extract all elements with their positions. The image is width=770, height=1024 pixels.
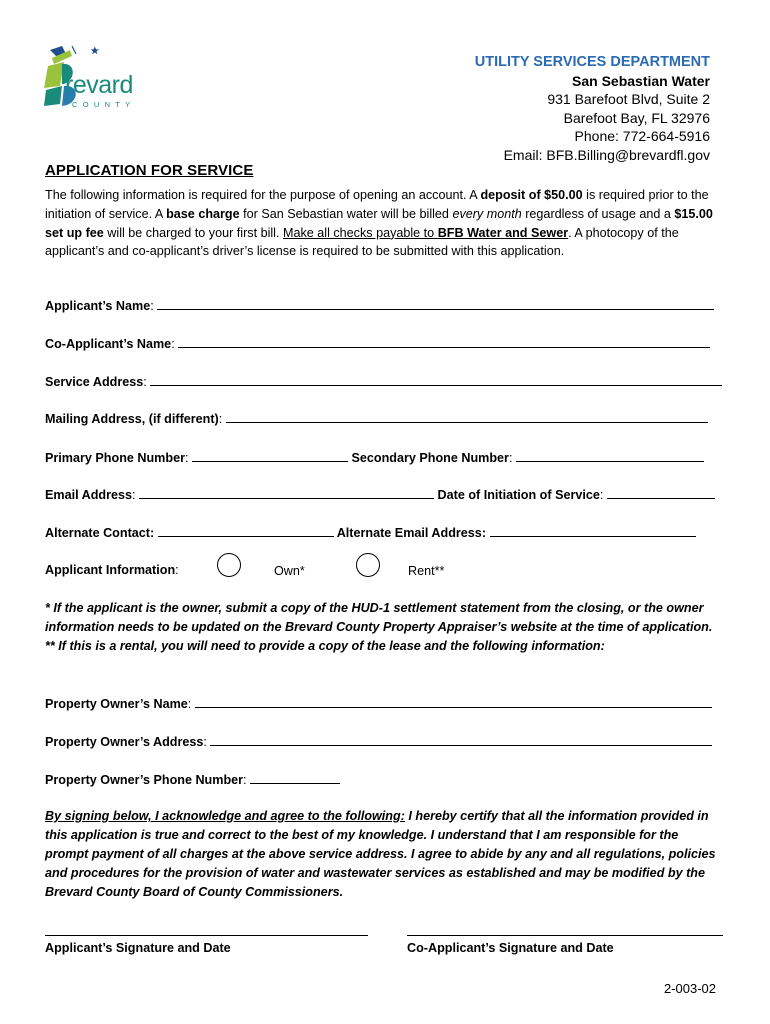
property-owner-address-label: Property Owner’s Address bbox=[45, 735, 204, 749]
email-address-field[interactable] bbox=[139, 487, 434, 499]
logo-wordmark: revard bbox=[65, 71, 133, 99]
email-line: Email: BFB.Billing@brevardfl.gov bbox=[503, 146, 710, 163]
mailing-address-label: Mailing Address, (if different) bbox=[45, 412, 219, 426]
page-title: APPLICATION FOR SERVICE bbox=[45, 162, 254, 179]
alternate-contact-row bbox=[45, 525, 696, 540]
primary-phone-field[interactable] bbox=[192, 450, 348, 462]
property-owner-phone-row: Property Owner’s Phone Number: bbox=[45, 772, 340, 787]
primary-phone-label: Primary Phone Number bbox=[45, 451, 185, 465]
property-owner-name-label: Property Owner’s Name bbox=[45, 697, 188, 711]
applicant-name-row: Applicant’s Name: bbox=[45, 298, 714, 313]
intro-text: The following information is required for the purpose of opening an account. A bbox=[45, 188, 481, 202]
address-line-1: 931 Barefoot Blvd, Suite 2 bbox=[547, 91, 710, 107]
mailing-address-row: Mailing Address, (if different): bbox=[45, 411, 708, 426]
alternate-email-field[interactable] bbox=[490, 525, 696, 537]
certification-lead: By signing below, I acknowledge and agree to the following: bbox=[45, 809, 405, 823]
co-applicant-signature-line[interactable] bbox=[407, 935, 723, 936]
intro-every-month: every month bbox=[452, 206, 522, 221]
notes-block bbox=[45, 599, 725, 656]
brevard-county-logo bbox=[42, 44, 160, 112]
own-label: Own* bbox=[274, 564, 305, 578]
property-owner-name-field[interactable] bbox=[195, 696, 712, 708]
mailing-address-field[interactable] bbox=[226, 411, 708, 423]
department-name: UTILITY SERVICES DEPARTMENT bbox=[474, 54, 710, 70]
property-owner-address-field[interactable] bbox=[210, 734, 712, 746]
department-header bbox=[475, 53, 710, 164]
intro-setup-fee: $15.00 set up fee bbox=[45, 206, 713, 240]
co-applicant-name-row: Co-Applicant’s Name: bbox=[45, 336, 710, 351]
intro-text: is required prior to the initiation of service. A bbox=[45, 188, 709, 221]
alternate-contact-label: Alternate Contact: bbox=[45, 526, 155, 540]
applicant-signature-line[interactable] bbox=[45, 935, 368, 936]
rent-label: Rent** bbox=[408, 564, 445, 578]
alternate-email-label: Alternate Email Address: bbox=[336, 526, 487, 540]
service-address-label: Service Address bbox=[45, 375, 144, 389]
address-line-2: Barefoot Bay, FL 32976 bbox=[563, 109, 710, 126]
initiation-date-label: Date of Initiation of Service bbox=[437, 488, 600, 502]
intro-payee: BFB Water and Sewer bbox=[437, 225, 569, 240]
property-owner-phone-field[interactable] bbox=[250, 772, 340, 784]
rent-radio[interactable] bbox=[356, 553, 380, 577]
alternate-contact-field[interactable] bbox=[158, 525, 334, 537]
phone-row: Primary Phone Number: Secondary Phone Number: bbox=[45, 450, 704, 465]
co-applicant-name-label: Co-Applicant’s Name bbox=[45, 337, 172, 351]
co-applicant-signature-label: Co-Applicant’s Signature and Date bbox=[407, 941, 614, 955]
applicant-signature-label: Applicant’s Signature and Date bbox=[45, 941, 231, 955]
intro-text: . A photocopy of the applicant’s and co-applicant’s driver’s license is required to be submitted with this application. bbox=[45, 225, 679, 259]
service-address-field[interactable] bbox=[150, 374, 722, 386]
applicant-information-label: Applicant Information bbox=[45, 563, 176, 577]
logo-county-text: COUNTY bbox=[72, 100, 136, 109]
co-applicant-name-field[interactable] bbox=[178, 336, 710, 348]
secondary-phone-field[interactable] bbox=[516, 450, 704, 462]
secondary-phone-label: Secondary Phone Number bbox=[351, 451, 509, 465]
rental-note: ** If this is a rental, you will need to provide a copy of the lease and the following information: bbox=[45, 639, 605, 653]
department-subtitle: San Sebastian Water bbox=[572, 72, 710, 89]
intro-text: for San Sebastian water will be billed bbox=[239, 206, 453, 221]
service-address-row: Service Address: bbox=[45, 374, 722, 389]
property-owner-address-row: Property Owner’s Address: bbox=[45, 734, 712, 749]
owner-note: * If the applicant is the owner, submit a copy of the HUD-1 settlement statement from the closing, or the owner information needs to be updated on the Brevard County Property Appraiser’s website at the time of application. bbox=[45, 601, 713, 634]
property-owner-phone-label: Property Owner’s Phone Number bbox=[45, 773, 244, 787]
intro-text: regardless of usage and a bbox=[521, 206, 675, 221]
intro-checks-payable: Make all checks payable to bbox=[282, 225, 438, 240]
initiation-date-field[interactable] bbox=[607, 487, 715, 499]
form-code: 2-003-02 bbox=[663, 981, 716, 996]
applicant-information-row: Applicant Information: bbox=[45, 563, 179, 577]
email-row: Email Address: Date of Initiation of Service: bbox=[45, 487, 715, 502]
applicant-name-label: Applicant’s Name bbox=[45, 299, 151, 313]
phone-line: Phone: 772-664-5916 bbox=[574, 128, 710, 144]
intro-text: will be charged to your first bill. bbox=[103, 225, 283, 240]
own-radio[interactable] bbox=[217, 553, 241, 577]
certification-paragraph bbox=[45, 807, 725, 902]
intro-deposit: deposit of $50.00 bbox=[480, 188, 583, 202]
intro-base-charge: base charge bbox=[166, 206, 240, 221]
certification-body: I hereby certify that all the information provided in this application is true and correct to the best of my knowledge. I understand that I am responsible for the prompt payment of all charges at the above service address. I agree to abide by any and all regulations, policies and procedures for the provision of water and wastewater services as established and may be modified by the Brevard County Board of County Commissioners. bbox=[45, 809, 716, 899]
property-owner-name-row: Property Owner’s Name: bbox=[45, 696, 712, 711]
email-address-label: Email Address bbox=[45, 488, 133, 502]
applicant-name-field[interactable] bbox=[157, 298, 714, 310]
intro-paragraph bbox=[45, 186, 725, 261]
